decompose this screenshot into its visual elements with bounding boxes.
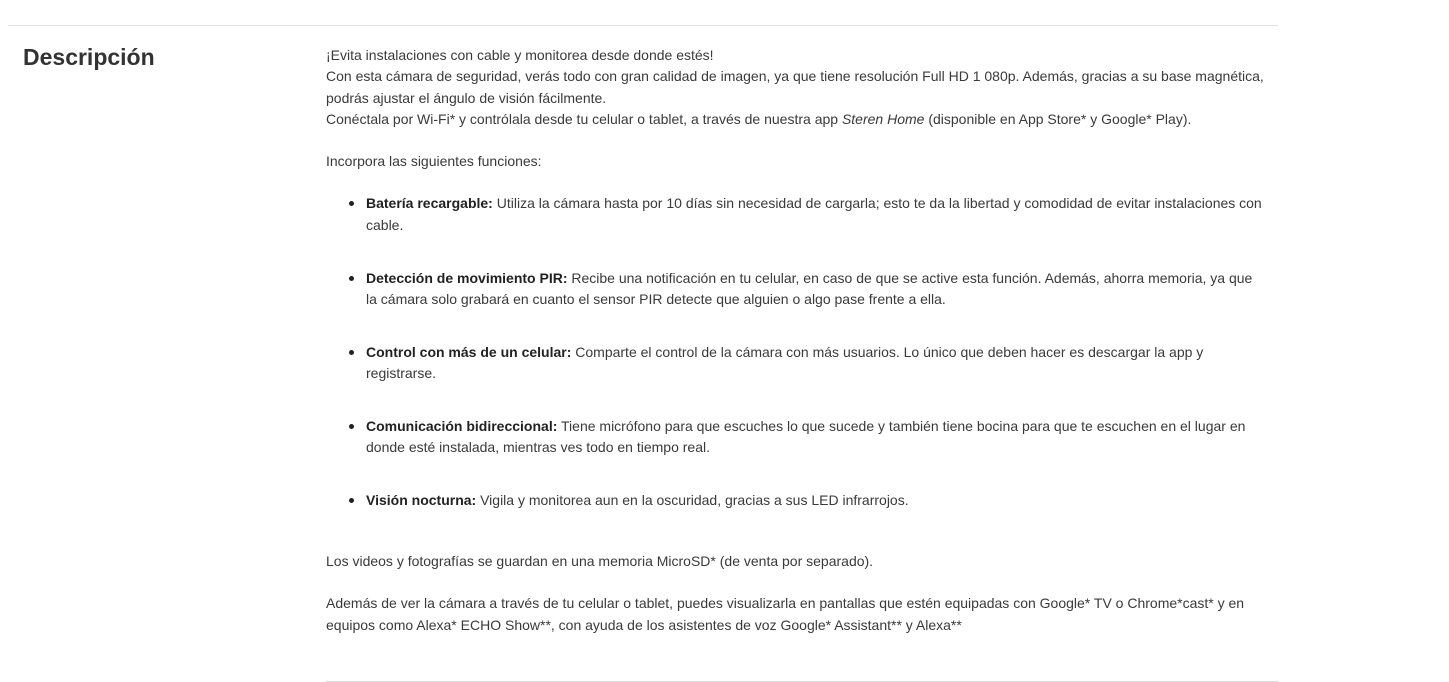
intro-paragraph: Con esta cámara de seguridad, verás todo con gran calidad de imagen, ya que tiene resolución Full HD 1 080p. Además, gracias a su base magnética, podrás ajustar el ángulo de visión fácilmente.	[326, 68, 1264, 106]
top-divider	[8, 25, 1278, 26]
spacer	[326, 130, 1266, 151]
feature-item-two-way-audio	[366, 416, 1266, 459]
feature-title: Detección de movimiento PIR:	[366, 269, 568, 286]
features-heading: Incorpora las siguientes funciones:	[326, 153, 542, 170]
feature-title: Visión nocturna:	[366, 491, 477, 508]
feature-text: Vigila y monitorea aun en la oscuridad, gracias a sus LED infrarrojos.	[476, 491, 909, 508]
app-name: Steren Home	[841, 110, 925, 127]
feature-item-night-vision	[366, 490, 1266, 511]
features-list	[326, 193, 1266, 511]
description-content	[326, 45, 1266, 636]
compatibility-note: Además de ver la cámara a través de tu celular o tablet, puedes visualizarla en pantallas que estén equipadas con Google* TV o Chrome*cast* y en equipos como Alexa* ECHO Show**, con ayuda de los asistentes de voz Google* Assistant** y Alexa**	[326, 595, 1245, 633]
feature-item-battery	[366, 193, 1266, 236]
feature-text: Recibe una notificación en tu celular, en caso de que se active esta función. Además, ahorra memoria, ya que la cámara solo grabará en cuanto el sensor PIR detecte que alguien o algo pase frente a ella.	[366, 269, 1253, 307]
feature-title: Control con más de un celular:	[366, 343, 572, 360]
feature-text: Tiene micrófono para que escuches lo que sucede y también tiene bocina para que te escuchen en el lugar en donde esté instalada, mientras ves todo en tiempo real.	[366, 417, 1246, 456]
feature-title: Comunicación bidireccional:	[366, 417, 558, 434]
app-text-before: Conéctala por Wi-Fi* y contrólala desde tu celular o tablet, a través de nuestra app	[326, 110, 842, 127]
spacer	[326, 572, 1266, 593]
intro-headline: ¡Evita instalaciones con cable y monitorea desde donde estés!	[326, 47, 714, 63]
feature-text: Comparte el control de la cámara con más usuarios. Lo único que deben hacer es descargar la app y registrarse.	[366, 343, 1204, 381]
app-paragraph	[326, 109, 1266, 130]
feature-text: Utiliza la cámara hasta por 10 días sin necesidad de cargarla; esto te da la libertad y comodidad de evitar instalaciones con cable.	[366, 195, 1262, 233]
feature-item-pir	[366, 268, 1266, 311]
app-text-after: (disponible en App Store* y Google* Play).	[924, 110, 1192, 127]
feature-item-multi-control	[366, 342, 1266, 385]
section-title: Descripción	[23, 44, 155, 70]
feature-title: Batería recargable:	[366, 195, 493, 212]
storage-note: Los videos y fotografías se guardan en una memoria MicroSD* (de venta por separado).	[326, 553, 874, 570]
